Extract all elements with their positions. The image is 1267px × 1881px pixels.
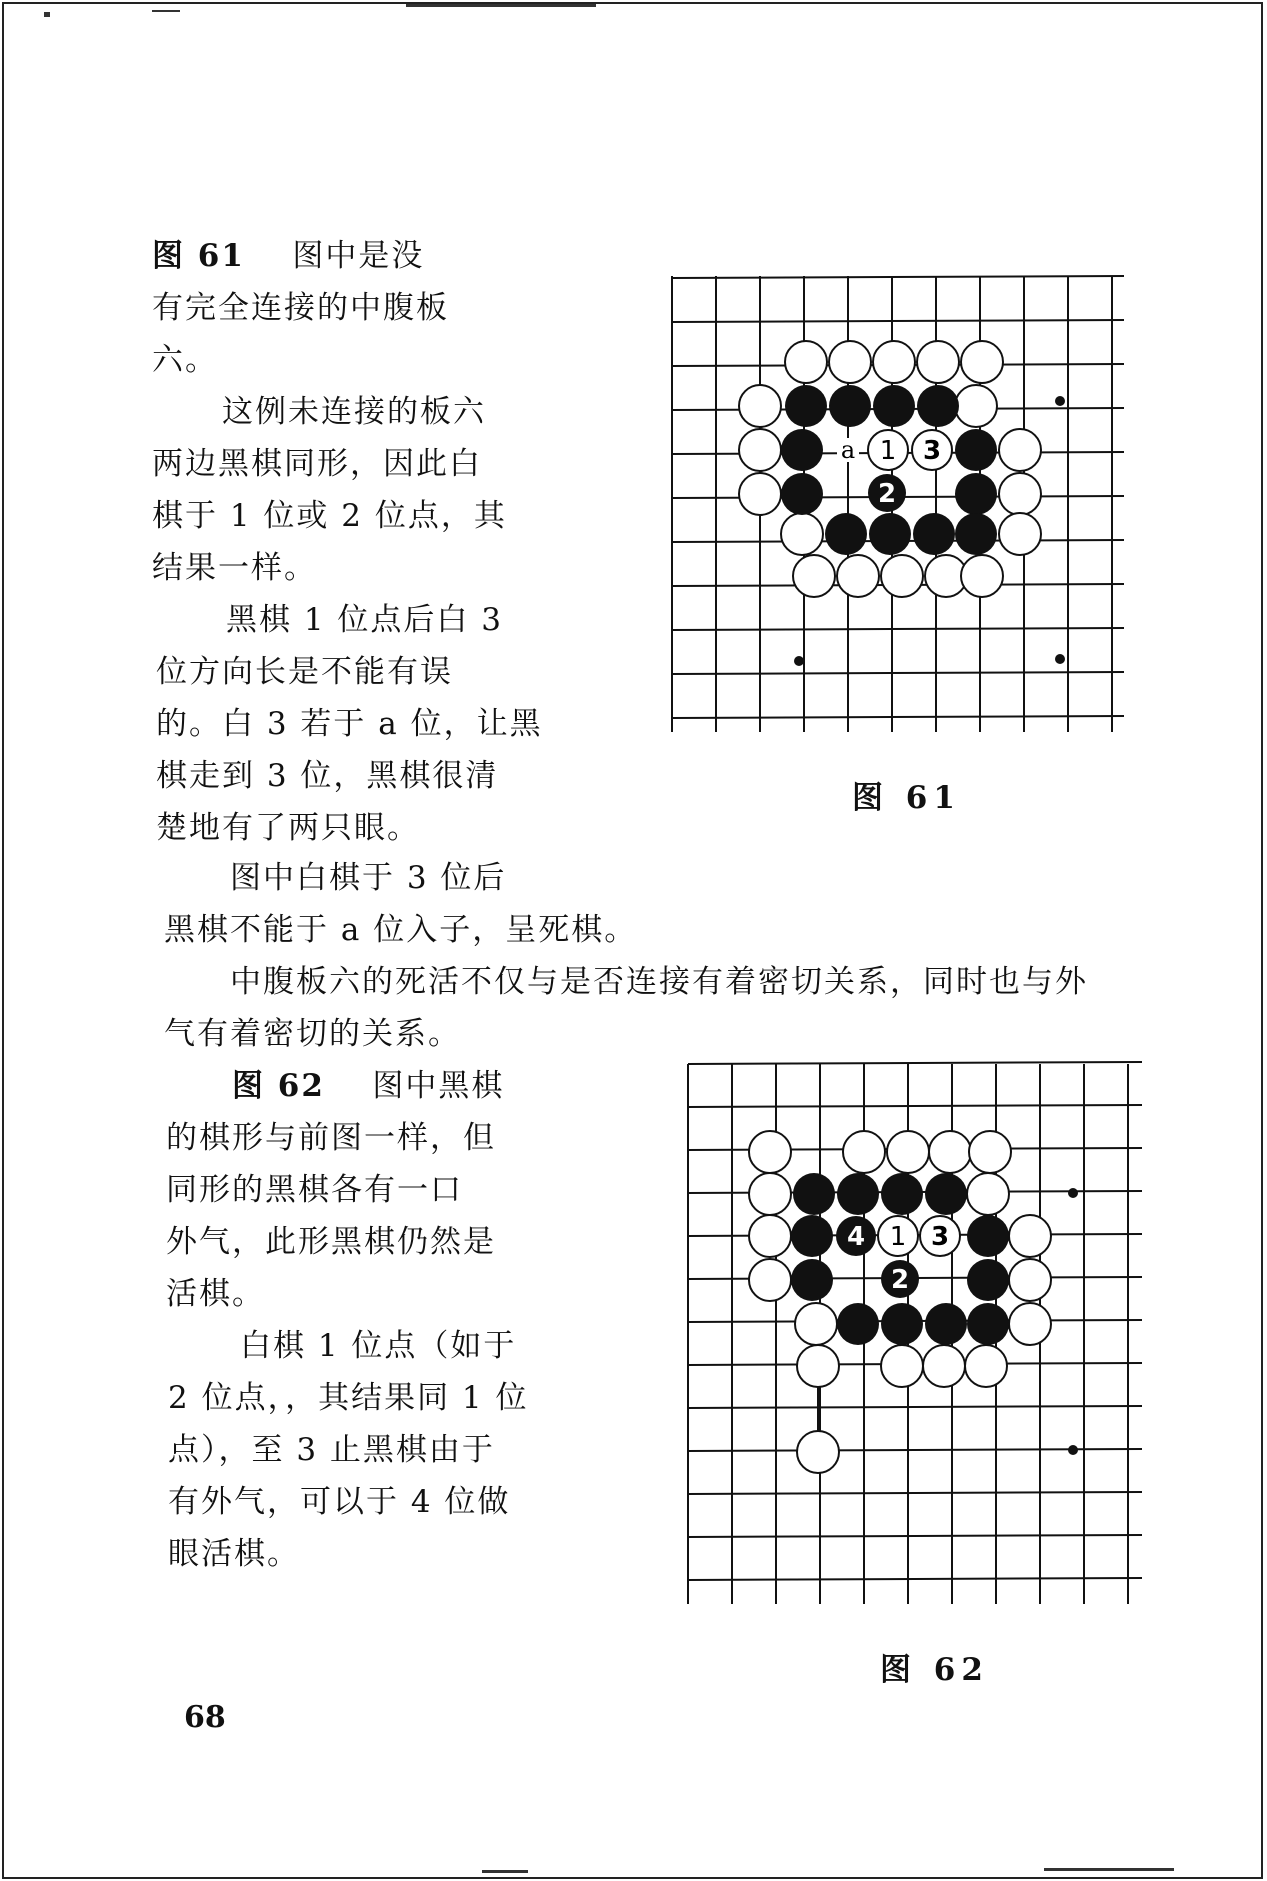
white-stone [749, 1215, 791, 1257]
white-stone [793, 555, 835, 597]
white-stone [969, 1131, 1011, 1173]
white-stone [1009, 1215, 1051, 1257]
move-label-4: 4 [846, 1222, 866, 1252]
scan-artifact [1044, 1868, 1174, 1871]
diagram61-para2: 这例未连接的板六 两边黑棋同形，因此白 棋于 1 位或 2 位点，其 结果一样。 [152, 394, 507, 586]
white-stone [739, 429, 781, 471]
black-stone [825, 513, 867, 555]
diagram61-intro-cont: 有完全连接的中腹板 六。 [152, 290, 449, 378]
white-stone [843, 1131, 885, 1173]
point-label-a: a [840, 436, 856, 464]
black-stone [955, 513, 997, 555]
white-stone [749, 1131, 791, 1173]
black-stone [837, 1303, 879, 1345]
white-stone [797, 1431, 839, 1473]
white-stone [881, 1345, 923, 1387]
white-stone [961, 341, 1003, 383]
white-stone [965, 1345, 1007, 1387]
star-point [1068, 1188, 1078, 1198]
diagram61-para4: 图中白棋于 3 位后 黑棋不能于 a 位入子，呈死棋。 [164, 860, 638, 948]
white-stone [795, 1303, 837, 1345]
black-stone [967, 1303, 1009, 1345]
white-stone [797, 1345, 839, 1387]
white-stone [999, 513, 1041, 555]
diagram62-label: 图 62 [232, 1068, 325, 1104]
black-stone [785, 385, 827, 427]
black-stone [881, 1303, 923, 1345]
star-point [1055, 654, 1065, 664]
black-stone [955, 473, 997, 515]
white-stone [749, 1173, 791, 1215]
white-stone [923, 1345, 965, 1387]
white-stone [929, 1131, 971, 1173]
white-stone [873, 341, 915, 383]
white-stone [829, 341, 871, 383]
black-stone [837, 1173, 879, 1215]
star-point [1068, 1445, 1078, 1455]
white-stone [917, 341, 959, 383]
white-stone [837, 555, 879, 597]
white-stone [887, 1131, 929, 1173]
white-stone [961, 555, 1003, 597]
move-label-1: 1 [879, 436, 897, 466]
white-stone [999, 473, 1041, 515]
black-stone [925, 1303, 967, 1345]
black-stone [869, 513, 911, 555]
move-label-2: 2 [877, 479, 897, 509]
scan-artifact [482, 1870, 528, 1873]
book-page [2, 2, 1263, 1879]
go-board-61 [666, 266, 1126, 736]
page-number: 68 [184, 1700, 226, 1735]
white-stone [739, 385, 781, 427]
white-stone [739, 473, 781, 515]
black-stone [913, 513, 955, 555]
black-stone [829, 385, 871, 427]
black-stone [791, 1259, 833, 1301]
black-stone [873, 385, 915, 427]
black-stone [781, 429, 823, 471]
black-stone [791, 1215, 833, 1257]
black-stone [881, 1173, 923, 1215]
white-stone [999, 429, 1041, 471]
go-board-62 [682, 1058, 1144, 1604]
star-point [794, 656, 804, 666]
diagram61-label: 图 61 [152, 238, 245, 274]
diagram62-intro: 图 62 图中黑棋 的棋形与前图一样，但 同形的黑棋各有一口 外气，此形黑棋仍然是 活棋。 [166, 1068, 505, 1312]
diagram61-intro: 图 61 图中是没 [152, 238, 425, 274]
scan-artifact [152, 10, 180, 12]
move-label-2: 2 [890, 1265, 910, 1295]
white-stone [785, 341, 827, 383]
diagram62-para2: 白棋 1 位点（如于 2 位点，，其结果同 1 位 点），至 3 止黑棋由于 有外气，可以于 4 位做 眼活棋。 [168, 1328, 529, 1572]
star-point [1055, 396, 1065, 406]
white-stone [1009, 1303, 1051, 1345]
white-stone [881, 555, 923, 597]
black-stone [781, 473, 823, 515]
white-stone [967, 1173, 1009, 1215]
scan-artifact [406, 4, 596, 7]
black-stone [925, 1173, 967, 1215]
black-stone [955, 429, 997, 471]
white-stone [955, 385, 997, 427]
white-stone [749, 1259, 791, 1301]
bridge-paragraph: 中腹板六的死活不仅与是否连接有着密切关系，同时也与外 气有着密切的关系。 [164, 964, 1088, 1052]
black-stone [793, 1173, 835, 1215]
move-label-1: 1 [889, 1222, 907, 1252]
black-stone [967, 1259, 1009, 1301]
diagram61-caption: 图 61 [852, 780, 961, 816]
diagram61-para3: 黑棋 1 位点后白 3 位方向长是不能有误 的。白 3 若于 a 位，让黑 棋走到 3 位，黑棋很清 楚地有了两只眼。 [156, 602, 543, 846]
diagram62-caption: 图 62 [880, 1652, 989, 1688]
move-label-3: 3 [930, 1222, 950, 1252]
scan-artifact [44, 12, 50, 17]
move-label-3: 3 [922, 436, 942, 466]
white-stone [781, 513, 823, 555]
white-stone [1009, 1259, 1051, 1301]
black-stone [967, 1215, 1009, 1257]
black-stone [917, 385, 959, 427]
